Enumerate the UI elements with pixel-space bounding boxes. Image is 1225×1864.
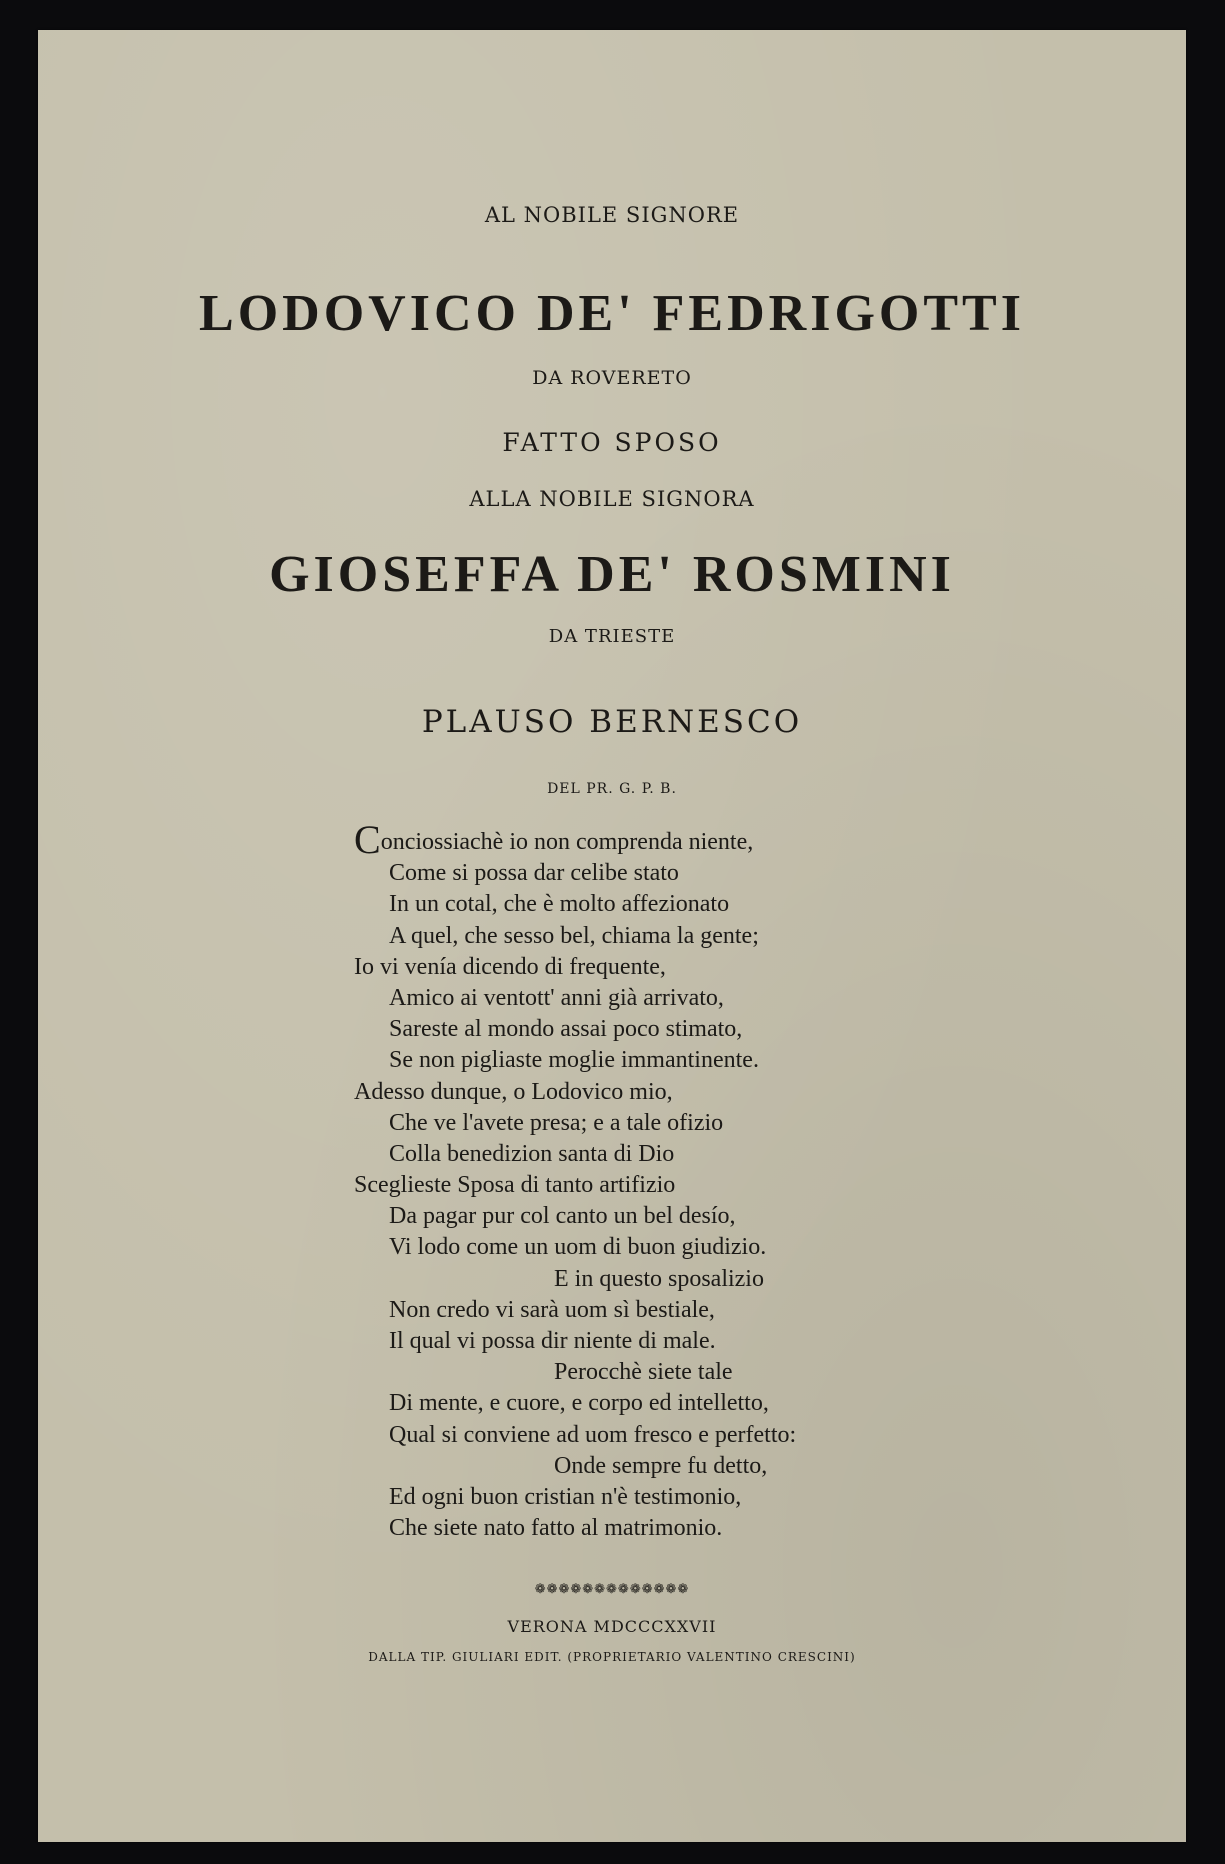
poem-line: E in questo sposalizio: [554, 1265, 764, 1292]
dedication-line: AL NOBILE SIGNORE: [484, 203, 740, 227]
poem-line: Colla benedizion santa di Dio: [389, 1140, 675, 1167]
drop-cap: C: [354, 817, 381, 862]
groom-origin: DA ROVERETO: [532, 367, 692, 389]
broadsheet-page: [38, 30, 1186, 1842]
author-line: DEL PR. G. P. B.: [547, 781, 677, 797]
poem-line: Come si possa dar celibe stato: [389, 860, 679, 887]
imprint-printer: DALLA TIP. GIULIARI EDIT. (PROPRIETARIO VALENTINO CRESCINI): [368, 1650, 856, 1664]
poem-line: Qual si conviene ad uom fresco e perfetto:: [389, 1421, 797, 1448]
bride-intro-line: ALLA NOBILE SIGNORA: [469, 487, 755, 511]
bride-name: GIOSEFFA DE' ROSMINI: [269, 546, 955, 603]
poem-line: Che ve l'avete presa; e a tale ofizio: [389, 1109, 724, 1136]
groom-name: LODOVICO DE' FEDRIGOTTI: [199, 285, 1025, 342]
poem-title: PLAUSO BERNESCO: [421, 704, 803, 740]
poem-line: Non credo vi sarà uom sì bestiale,: [389, 1296, 715, 1323]
poem-line: Il qual vi possa dir niente di male.: [389, 1328, 716, 1354]
poem-line: Sceglieste Sposa di tanto artifizio: [354, 1172, 676, 1199]
poem-line: Di mente, e cuore, e corpo ed intelletto,: [389, 1390, 769, 1417]
poem-body: [354, 817, 914, 1544]
poem-line: Io vi venía dicendo di frequente,: [354, 953, 666, 980]
poem-line: Che siete nato fatto al matrimonio.: [389, 1515, 723, 1542]
poem-line: Da pagar pur col canto un bel desío,: [389, 1203, 736, 1230]
bride-origin: DA TRIESTE: [548, 626, 676, 647]
poem-line: In un cotal, che è molto affezionato: [389, 891, 730, 918]
poem-line: A quel, che sesso bel, chiama la gente;: [389, 922, 759, 949]
poem-line: Se non pigliaste moglie immantinente.: [389, 1047, 759, 1074]
occasion-line: FATTO SPOSO: [502, 428, 722, 457]
ornament-rule: ❁❁❁❁❁❁❁❁❁❁❁❁❁: [534, 1582, 690, 1597]
imprint-city-year: VERONA MDCCCXXVII: [507, 1617, 717, 1636]
poem-line: Adesso dunque, o Lodovico mio,: [354, 1078, 673, 1105]
poem-line: Sareste al mondo assai poco stimato,: [389, 1016, 743, 1043]
poem-line: Ed ogni buon cristian n'è testimonio,: [389, 1483, 742, 1510]
poem-line: Onde sempre fu detto,: [554, 1452, 768, 1479]
poem-line: Perocchè siete tale: [554, 1359, 733, 1386]
poem-line: Amico ai ventott' anni già arrivato,: [389, 984, 724, 1011]
poem-line: Vi lodo come un uom di buon giudizio.: [389, 1234, 767, 1261]
poem-line: Conciossiachè io non comprenda niente,: [354, 817, 754, 862]
